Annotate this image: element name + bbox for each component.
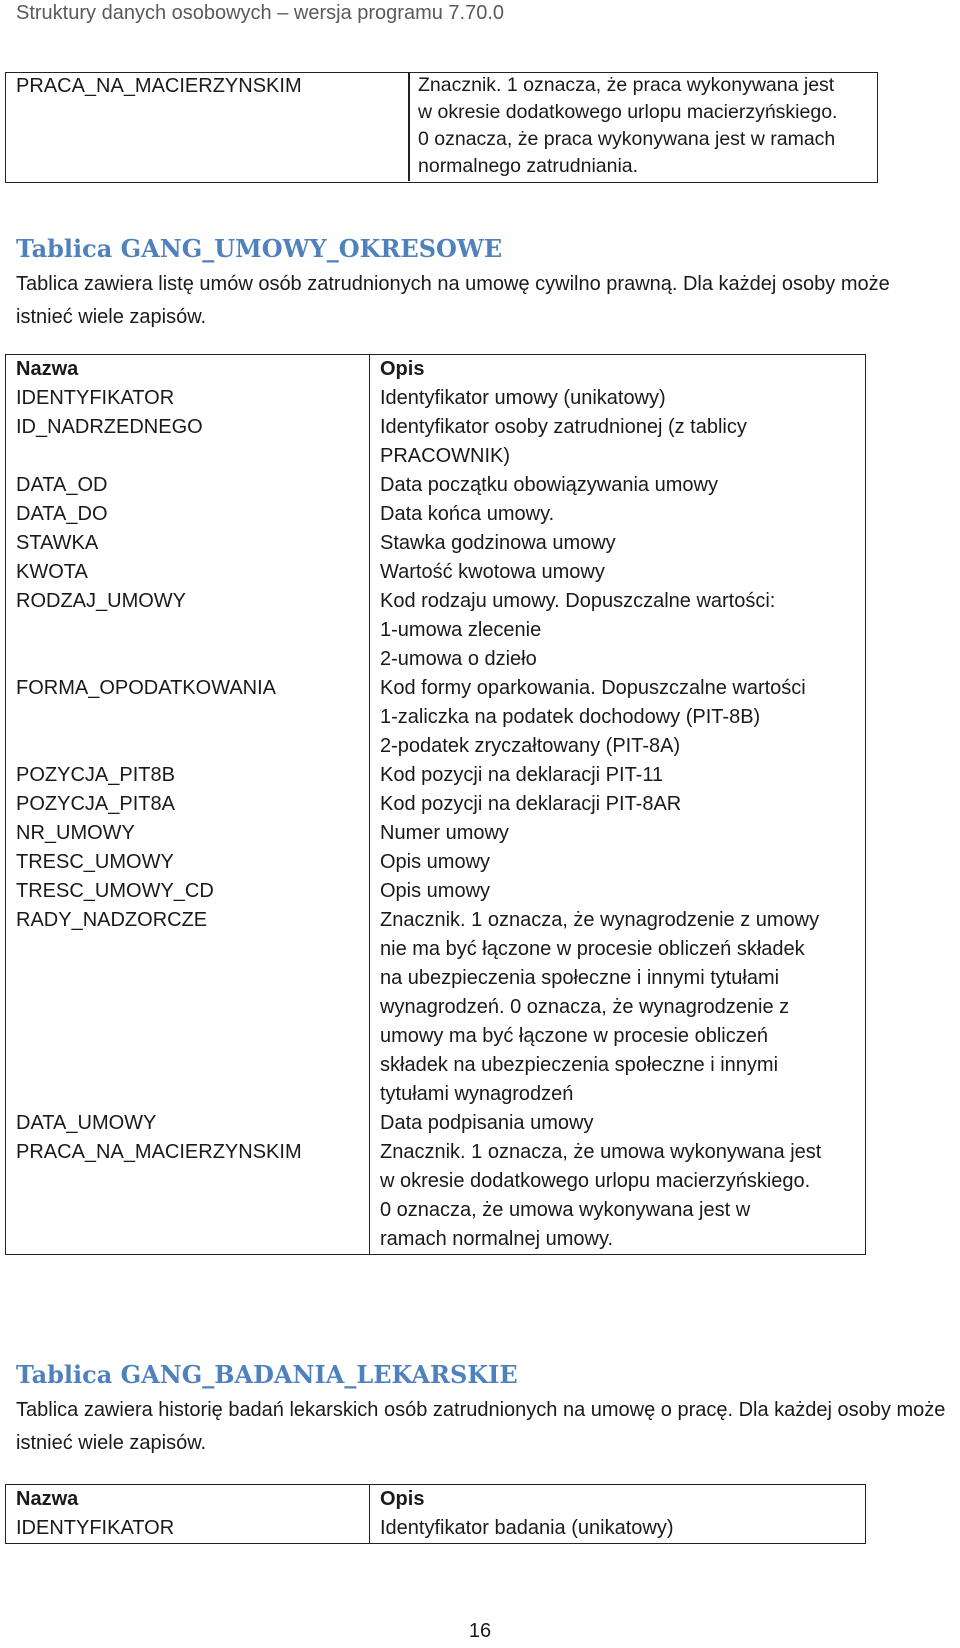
table-row	[6, 1514, 866, 1544]
field-description: Stawka godzinowa umowy	[380, 532, 616, 554]
field-description: Numer umowy	[380, 822, 509, 844]
field-description: Identyfikator badania (unikatowy)	[380, 1517, 674, 1539]
field-description: Data podpisania umowy	[380, 1112, 594, 1134]
table-header-row	[6, 355, 866, 385]
field-name: ID_NADRZEDNEGO	[6, 413, 370, 471]
field-name: IDENTYFIKATOR	[6, 1514, 370, 1544]
field-description: Znacznik. 1 oznacza, że umowa wykonywana jest w okresie dodatkowego urlopu macierzyńskiego. 0 oznacza, że umowa wykonywana jest w ramach normalnej umowy.	[380, 1141, 822, 1250]
table-row	[6, 1138, 866, 1255]
column-header-description: Opis	[380, 1488, 425, 1510]
table-row	[6, 1109, 866, 1138]
table-row	[6, 674, 866, 761]
section-title-umowy-okresowe: Tablica GANG_UMOWY_OKRESOWE	[16, 234, 503, 263]
column-header-name: Nazwa	[6, 1485, 370, 1515]
table-row	[6, 790, 866, 819]
column-header-name: Nazwa	[6, 355, 370, 385]
table-header-row	[6, 1485, 866, 1515]
prev-row-name: PRACA_NA_MACIERZYNSKIM	[16, 75, 302, 97]
table-row	[6, 413, 866, 471]
field-name: STAWKA	[6, 529, 370, 558]
field-description: Kod pozycji na deklaracji PIT-11	[380, 764, 664, 786]
field-description: Kod formy oparkowania. Dopuszczalne wartości 1-zaliczka na podatek dochodowy (PIT-8B) 2-podatek zryczałtowany (PIT-8A)	[380, 677, 806, 757]
field-description: Data końca umowy.	[380, 503, 555, 525]
field-name: RODZAJ_UMOWY	[6, 587, 370, 674]
field-description: Opis umowy	[380, 851, 491, 873]
field-description: Kod rodzaju umowy. Dopuszczalne wartości: 1-umowa zlecenie 2-umowa o dzieło	[380, 590, 776, 670]
field-name: DATA_OD	[6, 471, 370, 500]
table-row	[6, 848, 866, 877]
field-name: IDENTYFIKATOR	[6, 384, 370, 413]
table-badania-lekarskie	[5, 1484, 866, 1544]
table-row	[6, 819, 866, 848]
field-name: KWOTA	[6, 558, 370, 587]
section-title-badania-lekarskie: Tablica GANG_BADANIA_LEKARSKIE	[16, 1360, 518, 1389]
field-name: PRACA_NA_MACIERZYNSKIM	[6, 1138, 370, 1255]
field-name: DATA_DO	[6, 500, 370, 529]
table-row	[6, 587, 866, 674]
prev-row-description: Znacznik. 1 oznacza, że praca wykonywana jest w okresie dodatkowego urlopu macierzyńskiego. 0 oznacza, że praca wykonywana jest w ramach normalnego zatrudniania.	[418, 74, 838, 177]
field-description: Identyfikator umowy (unikatowy)	[380, 387, 666, 409]
field-name: POZYCJA_PIT8B	[6, 761, 370, 790]
table-row	[6, 906, 866, 1109]
table-row	[6, 471, 866, 500]
table-row	[6, 558, 866, 587]
field-name: RADY_NADZORCZE	[6, 906, 370, 1109]
section-description-umowy-okresowe: Tablica zawiera listę umów osób zatrudnionych na umowę cywilno prawną. Dla każdej osoby może istnieć wiele zapisów.	[16, 273, 890, 328]
field-description: Kod pozycji na deklaracji PIT-8AR	[380, 793, 682, 815]
field-name: TRESC_UMOWY_CD	[6, 877, 370, 906]
field-description: Wartość kwotowa umowy	[380, 561, 605, 583]
running-header: Struktury danych osobowych – wersja programu 7.70.0	[16, 2, 505, 24]
table-row	[6, 529, 866, 558]
field-name: FORMA_OPODATKOWANIA	[6, 674, 370, 761]
field-name: POZYCJA_PIT8A	[6, 790, 370, 819]
field-description: Opis umowy	[380, 880, 491, 902]
field-name: DATA_UMOWY	[6, 1109, 370, 1138]
field-description: Identyfikator osoby zatrudnionej (z tablicy PRACOWNIK)	[380, 416, 747, 467]
column-divider	[408, 73, 410, 181]
table-row	[6, 384, 866, 413]
page-number: 16	[468, 1620, 492, 1642]
column-header-description: Opis	[380, 358, 425, 380]
table-row	[6, 877, 866, 906]
field-name: TRESC_UMOWY	[6, 848, 370, 877]
table-umowy-okresowe	[5, 354, 866, 1255]
table-row	[6, 761, 866, 790]
field-description: Data początku obowiązywania umowy	[380, 474, 718, 496]
field-name: NR_UMOWY	[6, 819, 370, 848]
table-row	[6, 500, 866, 529]
section-description-badania-lekarskie: Tablica zawiera historię badań lekarskich osób zatrudnionych na umowę o pracę. Dla każdej osoby może istnieć wiele zapisów.	[16, 1399, 946, 1454]
field-description: Znacznik. 1 oznacza, że wynagrodzenie z umowy nie ma być łączone w procesie obliczeń składek na ubezpieczenia społeczne i innymi tytułami wynagrodzeń. 0 oznacza, że wynagrodzenie z umowy ma być łączone w procesie obliczeń składek na ubezpieczenia społeczne i innymi tytułami wynagrodzeń	[380, 909, 820, 1105]
